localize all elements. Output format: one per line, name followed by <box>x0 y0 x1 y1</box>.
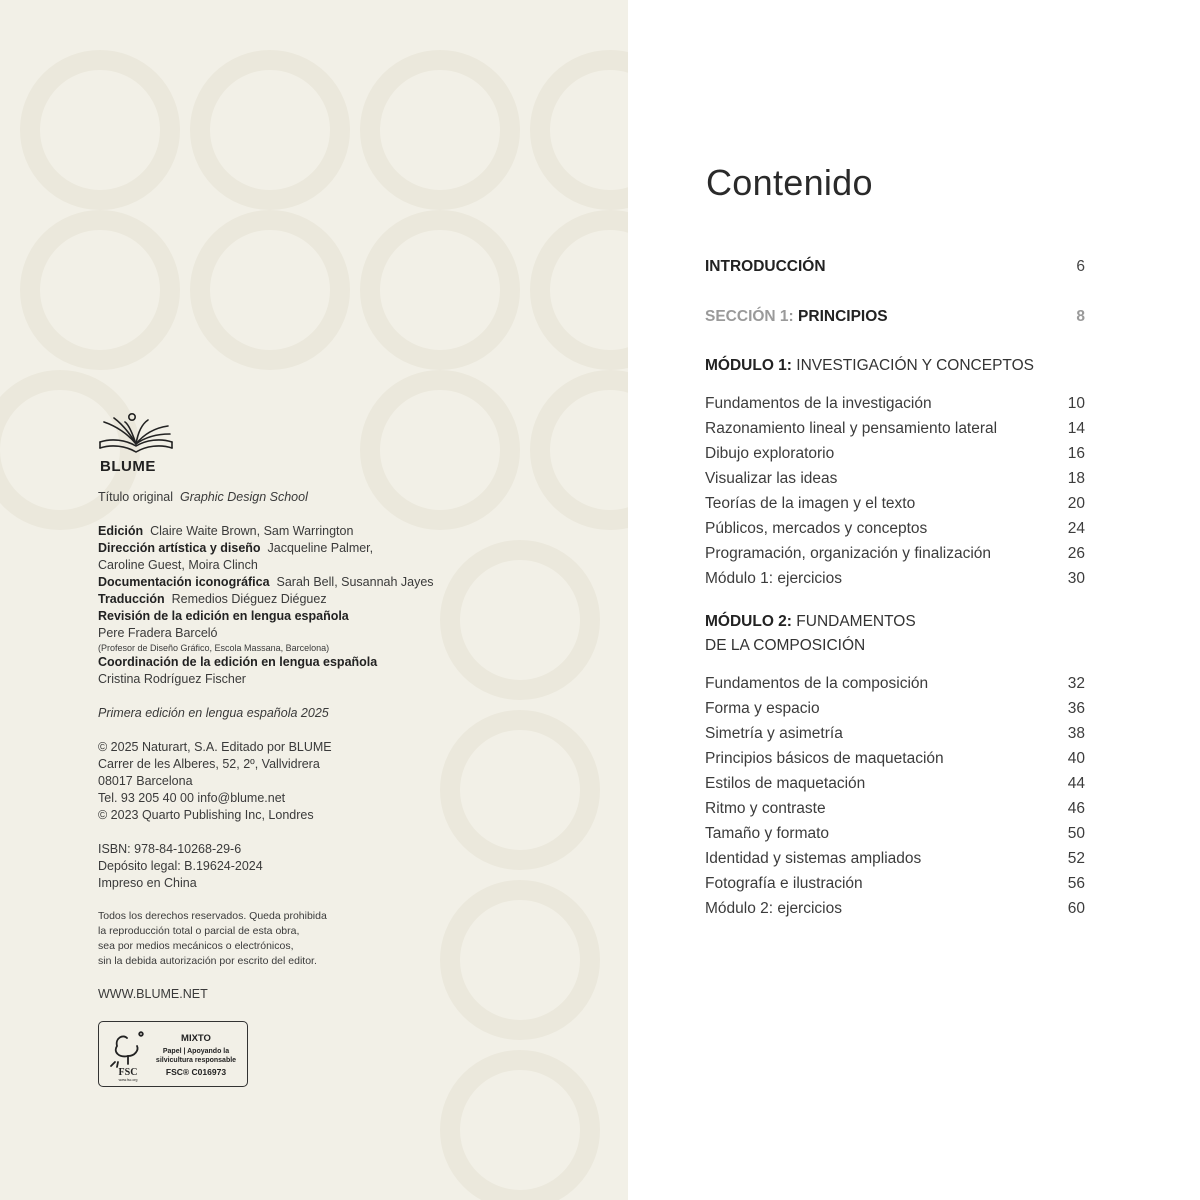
fsc-mix-label: MIXTO <box>181 1032 211 1044</box>
original-title-value: Graphic Design School <box>180 490 308 504</box>
credit-line: Cristina Rodríguez Fischer <box>98 672 246 686</box>
publisher-logo <box>98 412 178 475</box>
open-book-icon <box>98 412 174 456</box>
toc-entry[interactable]: Fotografía e ilustración 56 <box>705 874 1085 892</box>
website-link[interactable]: WWW.BLUME.NET <box>98 987 208 1001</box>
edition-note: Primera edición en lengua española 2025 <box>98 706 329 720</box>
module-entries <box>705 671 1085 921</box>
fsc-code: FSC® C016973 <box>165 1066 227 1077</box>
credit-line: Documentación iconográfica Sarah Bell, Susannah Jayes <box>98 575 434 589</box>
toc-label: INTRODUCCIÓN <box>705 258 826 275</box>
section-title: PRINCIPIOS <box>798 308 888 325</box>
toc-entry[interactable]: Identidad y sistemas ampliados 52 <box>705 849 1085 867</box>
credit-line: Revisión de la edición en lengua española <box>98 609 349 623</box>
credit-line: Edición Claire Waite Brown, Sam Warrington <box>98 524 354 538</box>
toc-intro[interactable] <box>705 258 1085 284</box>
fsc-brand: FSC <box>118 1067 138 1078</box>
isbn-block: ISBN: 978-84-10268-29-6 Depósito legal: B.19624-2024 Impreso en China <box>98 842 263 890</box>
fsc-text: MIXTO Papel | Apoyando la silvicultura responsable FSC® C016973 <box>151 1032 241 1077</box>
credit-line: Coordinación de la edición en lengua española <box>98 655 378 669</box>
toc-page-number: 6 <box>1076 258 1085 275</box>
toc-entry[interactable]: Visualizar las ideas 18 <box>705 469 1085 487</box>
toc-section[interactable] <box>705 308 1085 334</box>
toc-entry[interactable]: Módulo 2: ejercicios 60 <box>705 899 1085 917</box>
credit-line: Traducción Remedios Diéguez Diéguez <box>98 592 327 606</box>
publisher-brand: BLUME <box>100 458 156 475</box>
toc-page-number: 8 <box>1076 308 1085 325</box>
toc-entry[interactable]: Principios básicos de maquetación 40 <box>705 749 1085 767</box>
module-heading: MÓDULO 1: INVESTIGACIÓN Y CONCEPTOS <box>705 357 1035 374</box>
toc-entry[interactable]: Fundamentos de la investigación 10 <box>705 394 1085 412</box>
original-title-label: Título original <box>98 490 174 504</box>
fsc-tree-icon <box>105 1026 151 1082</box>
toc-entry[interactable]: Ritmo y contraste 46 <box>705 799 1085 817</box>
imprint-block <box>98 412 518 1087</box>
toc-entry[interactable]: Teorías de la imagen y el texto 20 <box>705 494 1085 512</box>
credit-line: Caroline Guest, Moira Clinch <box>98 558 258 572</box>
credits <box>98 523 518 688</box>
toc-entry[interactable]: Simetría y asimetría 38 <box>705 724 1085 742</box>
rights-notice: Todos los derechos reservados. Queda prohibida la reproducción total o parcial de esta obra, sea por medios mecánicos o electrónicos, sin la debida autorización por escrito del editor. <box>98 910 327 967</box>
toc-entry[interactable]: Dibujo exploratorio 16 <box>705 444 1085 462</box>
toc-entry[interactable]: Estilos de maquetación 44 <box>705 774 1085 792</box>
module-entries <box>705 391 1085 591</box>
toc-entry[interactable]: Razonamiento lineal y pensamiento lateral 14 <box>705 419 1085 437</box>
module-heading: MÓDULO 2: FUNDAMENTOS DE LA COMPOSICIÓN <box>705 612 916 654</box>
toc-entry[interactable]: Públicos, mercados y conceptos 24 <box>705 519 1085 537</box>
toc-entry[interactable]: Forma y espacio 36 <box>705 699 1085 717</box>
toc-entry[interactable]: Programación, organización y finalización 26 <box>705 544 1085 562</box>
original-title <box>98 489 518 506</box>
credit-line: Pere Fradera Barceló <box>98 626 218 640</box>
fsc-url: www.fsc.org <box>118 1078 138 1082</box>
page-title: Contenido <box>706 162 873 203</box>
toc-entry[interactable]: Módulo 1: ejercicios 30 <box>705 569 1085 587</box>
toc-entry[interactable]: Tamaño y formato 50 <box>705 824 1085 842</box>
toc-entry[interactable]: Fundamentos de la composición 32 <box>705 674 1085 692</box>
contents-page <box>628 0 1200 1200</box>
section-prefix: SECCIÓN 1: <box>705 308 794 325</box>
table-of-contents <box>705 258 1085 921</box>
credit-line: (Profesor de Diseño Gráfico, Escola Massana, Barcelona) <box>98 643 330 653</box>
publisher-address: © 2025 Naturart, S.A. Editado por BLUME Carrer de les Alberes, 52, 2º, Vallvidrera 08017 Barcelona Tel. 93 205 40 00 info@blume.net © 2023 Quarto Publishing Inc, Londres <box>98 740 332 822</box>
credit-line: Dirección artística y diseño Jacqueline Palmer, <box>98 541 374 555</box>
toc-label <box>705 308 888 326</box>
fsc-certification-badge <box>98 1021 248 1087</box>
